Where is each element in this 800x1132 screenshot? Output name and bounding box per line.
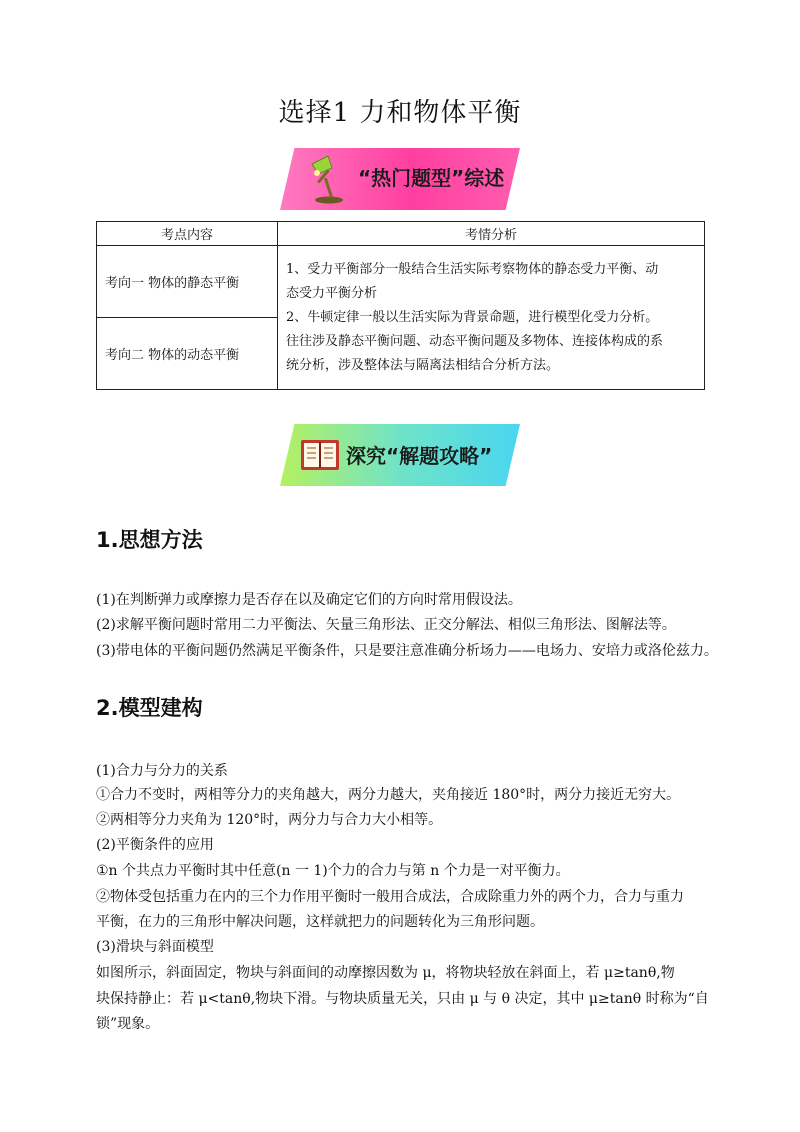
table-header-content: 考点内容	[97, 222, 278, 246]
paragraph-line: (1)合力与分力的关系	[96, 763, 228, 779]
section-heading-methods: 1.思想方法	[96, 528, 203, 552]
paragraph-line: 锁”现象。	[96, 1016, 160, 1032]
paragraph-line: ②物体受包括重力在内的三个力作用平衡时一般用合成法，合成除重力外的两个力，合力与重力	[96, 889, 684, 905]
paragraph-line: 块保持静止：若 μ<tanθ,物块下滑。与物块质量无关，只由 μ 与 θ 决定，其中 μ≥tanθ 时称为“自	[96, 991, 709, 1007]
paragraph-line: ①n 个共点力平衡时其中任意(n 一 1)个力的合力与第 n 个力是一对平衡力。	[96, 863, 570, 879]
analysis-line: 往往涉及静态平衡问题、动态平衡问题及多物体、连接体构成的系	[286, 333, 664, 349]
strategy-banner	[280, 424, 520, 486]
table-row-topic-1: 考向一 物体的静态平衡	[97, 246, 278, 318]
section-heading-model: 2.模型建构	[96, 696, 203, 720]
open-book-icon	[300, 436, 340, 474]
paragraph-line: (2)求解平衡问题时常用二力平衡法、矢量三角形法、正交分解法、相似三角形法、图解法等。	[96, 617, 676, 633]
hot-topics-banner	[280, 148, 520, 210]
hot-topics-title: “热门题型”综述	[358, 166, 505, 190]
strategy-title: 深究“解题攻略”	[346, 444, 493, 468]
table-analysis-cell	[278, 246, 705, 390]
desk-lamp-icon	[306, 154, 352, 204]
paragraph-line: (3)滑块与斜面模型	[96, 939, 214, 955]
paragraph-line: 平衡，在力的三角形中解决问题，这样就把力的问题转化为三角形问题。	[96, 914, 544, 930]
analysis-line: 统分析，涉及整体法与隔离法相结合分析方法。	[286, 357, 560, 373]
page-title: 选择1 力和物体平衡	[278, 98, 522, 128]
table-row-topic-2: 考向二 物体的动态平衡	[97, 318, 278, 390]
analysis-line: 1、受力平衡部分一般结合生活实际考察物体的静态受力平衡、动	[286, 261, 659, 277]
paragraph-line: ①合力不变时，两相等分力的夹角越大，两分力越大，夹角接近 180°时，两分力接近无穷大。	[96, 787, 681, 803]
paragraph-line: (1)在判断弹力或摩擦力是否存在以及确定它们的方向时常用假设法。	[96, 592, 522, 608]
paragraph-line: ②两相等分力夹角为 120°时，两分力与合力大小相等。	[96, 812, 443, 828]
analysis-line: 态受力平衡分析	[286, 285, 378, 301]
analysis-line: 2、牛顿定律一般以生活实际为背景命题，进行模型化受力分析。	[286, 309, 659, 325]
paragraph-line: (2)平衡条件的应用	[96, 837, 214, 853]
table-header-analysis: 考情分析	[278, 222, 705, 246]
paragraph-line: (3)带电体的平衡问题仍然满足平衡条件，只是要注意准确分析场力——电场力、安培力或洛伦兹力。	[96, 643, 718, 659]
paragraph-line: 如图所示，斜面固定，物块与斜面间的动摩擦因数为 μ，将物块轻放在斜面上，若 μ≥tanθ,物	[96, 965, 675, 981]
exam-points-table	[96, 221, 705, 390]
